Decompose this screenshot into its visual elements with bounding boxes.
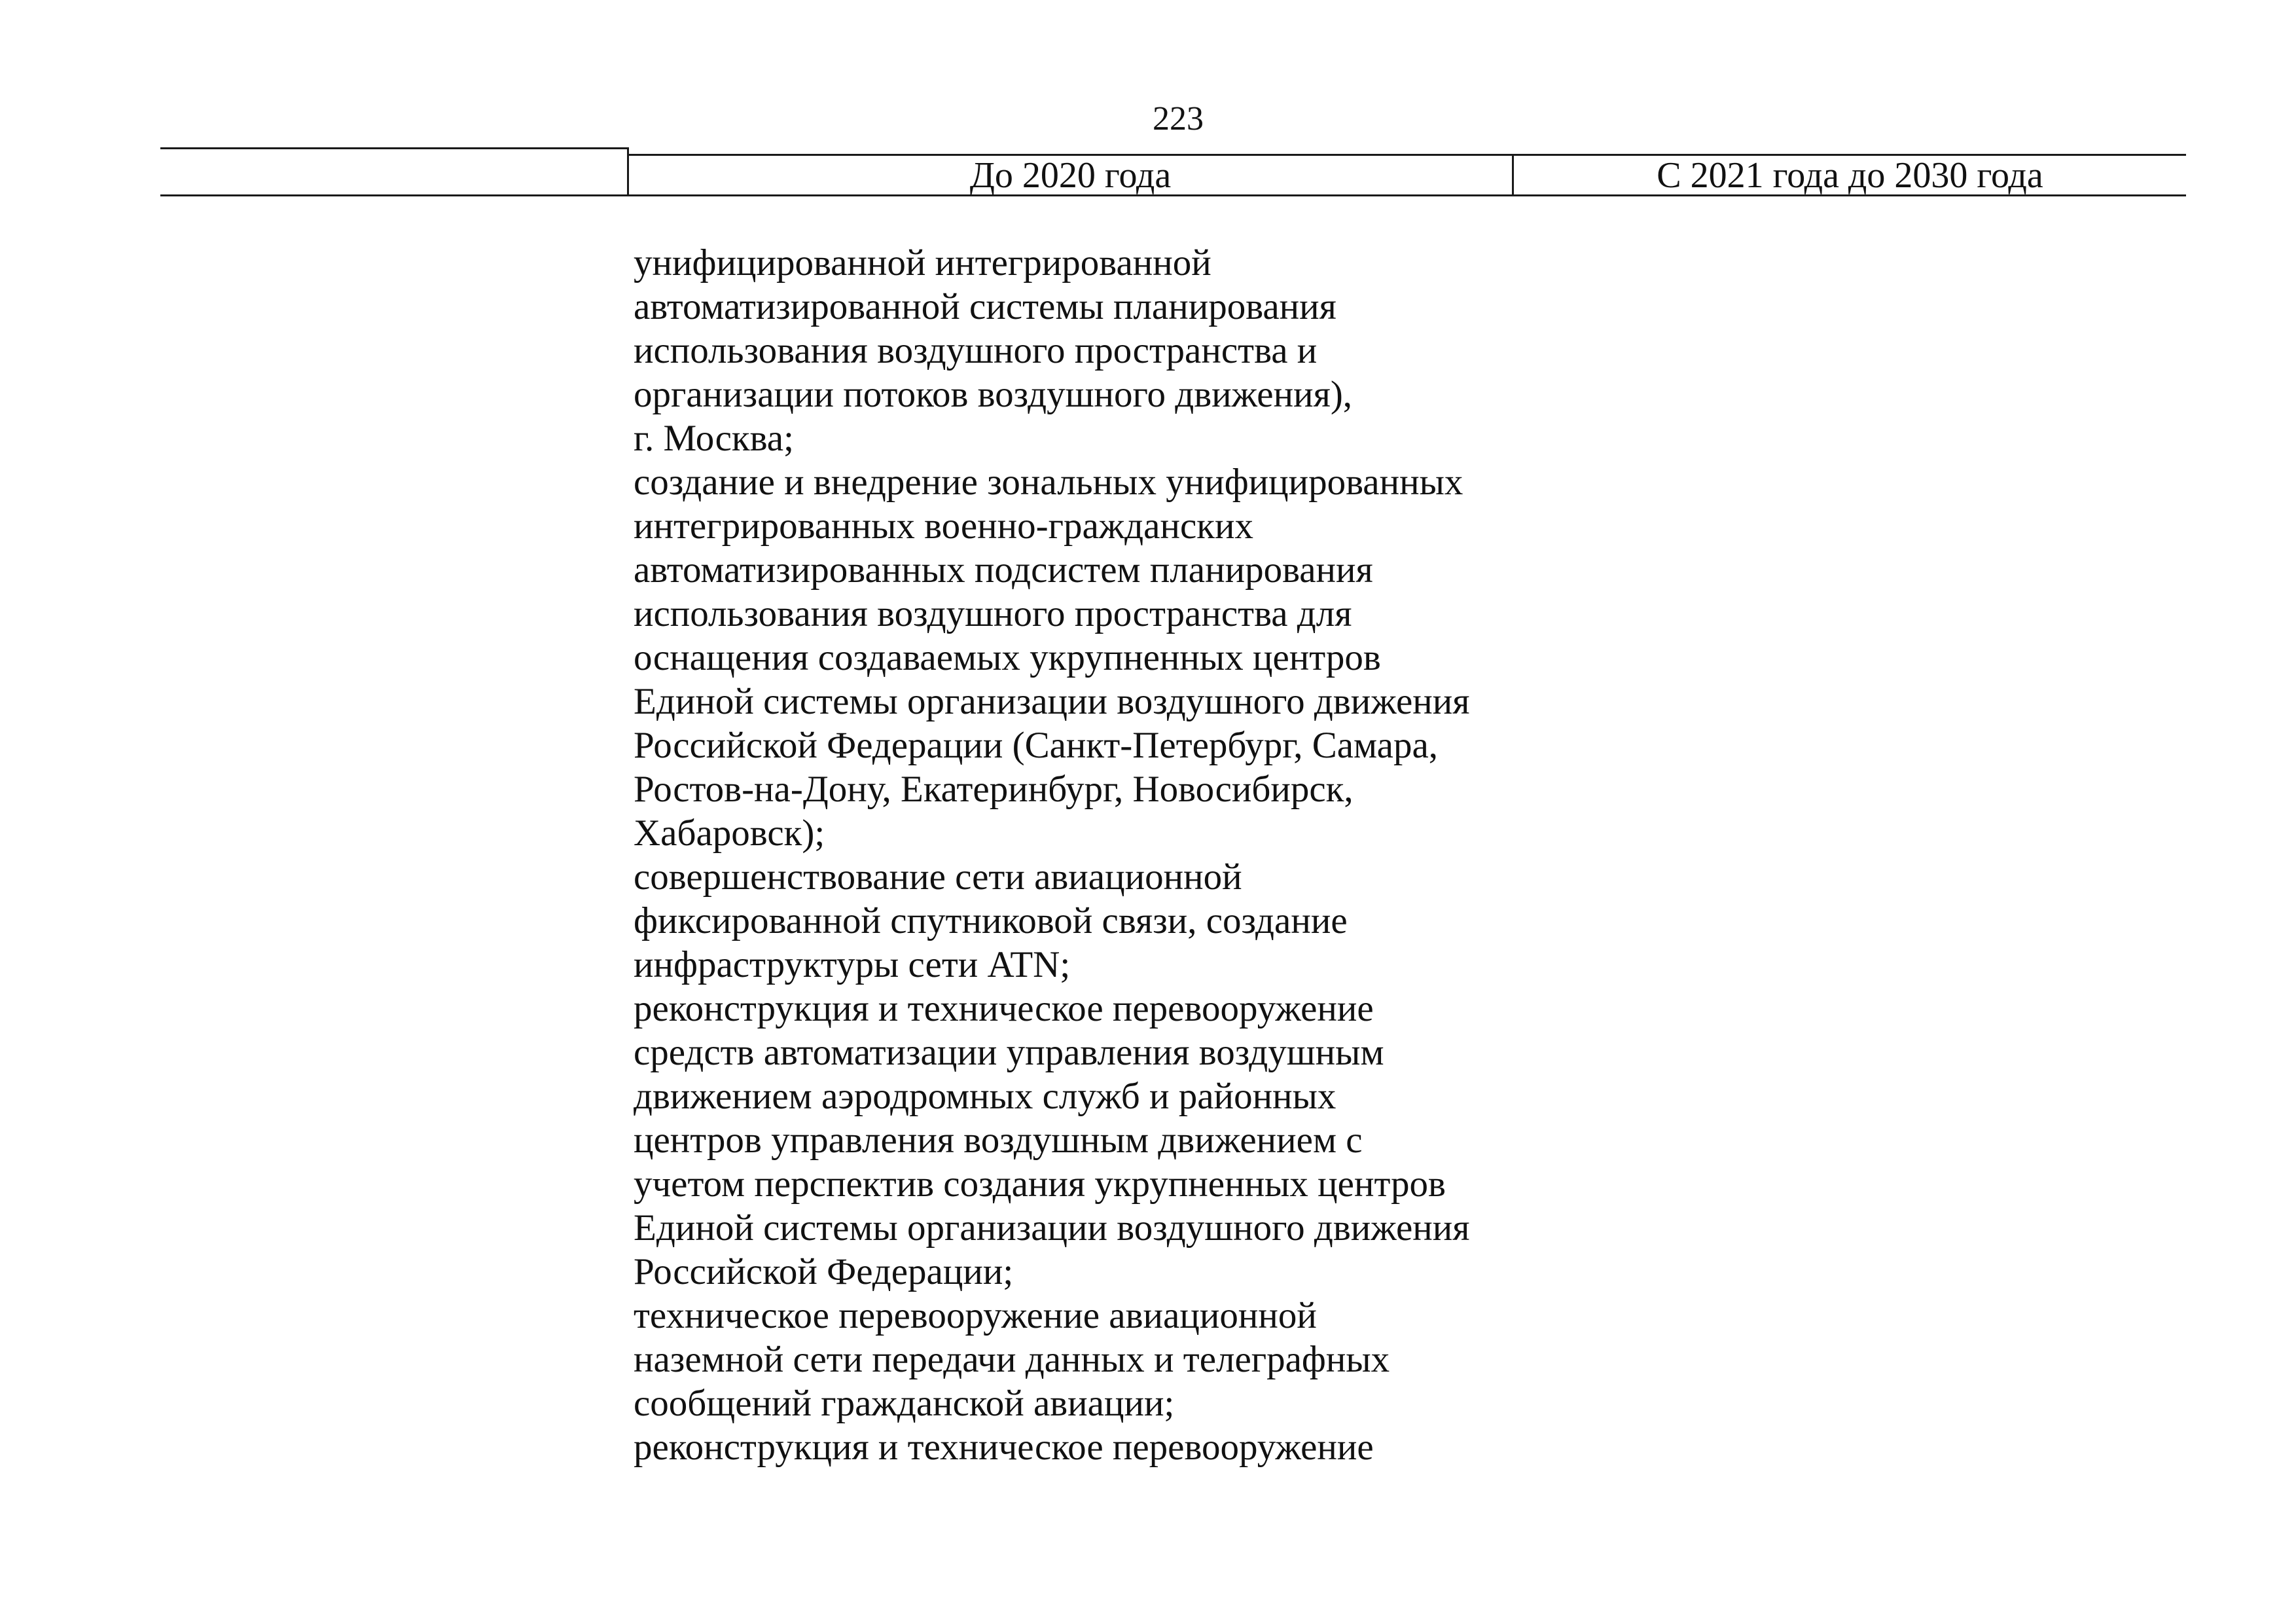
text-line: организации потоков воздушного движения),	[634, 374, 1353, 415]
text-line: создание и внедрение зональных унифицированных	[634, 462, 1463, 503]
text-line: Российской Федерации;	[634, 1251, 1014, 1292]
text-line: унифицированной интегрированной	[634, 242, 1211, 283]
text-line: движением аэродромных служб и районных	[634, 1076, 1336, 1117]
text-line: использования воздушного пространства и	[634, 330, 1318, 371]
text-line: оснащения создаваемых укрупненных центров	[634, 637, 1381, 678]
text-line: Единой системы организации воздушного движения	[634, 1207, 1470, 1249]
text-line: сообщений гражданской авиации;	[634, 1383, 1175, 1424]
text-line: Единой системы организации воздушного движения	[634, 681, 1470, 722]
text-line: автоматизированных подсистем планирования	[634, 549, 1373, 591]
page-number: 223	[1153, 100, 1204, 137]
text-line: автоматизированной системы планирования	[634, 286, 1336, 327]
text-line: совершенствование сети авиационной	[634, 856, 1242, 898]
text-line: учетом перспектив создания укрупненных центров	[634, 1163, 1446, 1205]
text-line: реконструкция и техническое перевооружение	[634, 988, 1374, 1029]
text-line: г. Москва;	[634, 418, 794, 459]
header-top-rule	[160, 147, 628, 149]
column-header-stub	[160, 155, 627, 196]
text-line: техническое перевооружение авиационной	[634, 1295, 1317, 1336]
text-line: фиксированной спутниковой связи, создание	[634, 900, 1348, 941]
column-header-2021-2030: С 2021 года до 2030 года	[1657, 155, 2043, 196]
text-line: инфраструктуры сети ATN;	[634, 944, 1071, 985]
column-header-until-2020: До 2020 года	[969, 155, 1172, 196]
text-line: интегрированных военно-гражданских	[634, 505, 1253, 547]
text-line: средств автоматизации управления воздушным	[634, 1032, 1384, 1073]
text-line: Ростов-на-Дону, Екатеринбург, Новосибирск,	[634, 769, 1354, 810]
text-line: использования воздушного пространства для	[634, 593, 1352, 634]
text-line: Хабаровск);	[634, 812, 825, 854]
text-line: реконструкция и техническое перевооружение	[634, 1427, 1374, 1468]
text-line: центров управления воздушным движением с	[634, 1120, 1363, 1161]
text-line: наземной сети передачи данных и телеграфных	[634, 1339, 1390, 1380]
text-line: Российской Федерации (Санкт-Петербург, Самара,	[634, 725, 1439, 766]
body-text	[634, 241, 1550, 1469]
